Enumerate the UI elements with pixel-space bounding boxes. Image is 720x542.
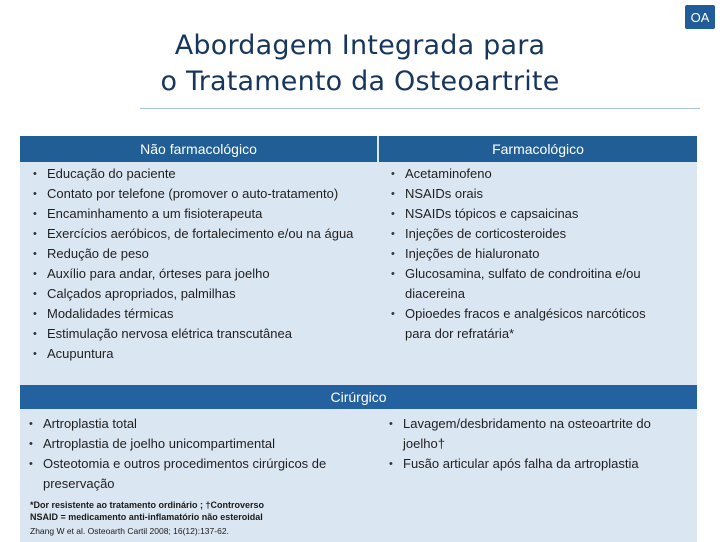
list-item: • Injeções de hialuronato (388, 244, 668, 264)
surgical-right-list (386, 414, 686, 474)
list-item: • Lavagem/desbridamento na osteoartrite do joelho† (386, 414, 686, 454)
slide-title-line-1: Abordagem Integrada para (174, 30, 546, 61)
list-item: • Contato por telefone (promover o auto-tratamento) (30, 184, 360, 204)
pharm-list (388, 164, 668, 344)
list-item: • Injeções de corticosteroides (388, 224, 668, 244)
list-item: • Acupuntura (30, 344, 360, 364)
list-item: • Auxílio para andar, órteses para joelho (30, 264, 360, 284)
list-item: • Calçados apropriados, palmilhas (30, 284, 360, 304)
list-item: • Redução de peso (30, 244, 360, 264)
list-item: • Encaminhamento a um fisioterapeuta (30, 204, 360, 224)
list-item: • Exercícios aeróbicos, de fortalecimento e/ou na água (30, 224, 360, 244)
list-item: • Acetaminofeno (388, 164, 668, 184)
list-item: • Osteotomia e outros procedimentos cirúrgicos de preservação (26, 454, 366, 494)
surgical-header: Cirúrgico (20, 385, 697, 409)
non-pharm-list (30, 164, 360, 364)
list-item: • Artroplastia de joelho unicompartimental (26, 434, 366, 454)
footnote-abbreviation: NSAID = medicamento anti-inflamatório não esteroidal (30, 512, 263, 522)
footnote-citation: Zhang W et al. Osteoarth Cartil 2008; 16(12):137-62. (30, 526, 229, 536)
footnote-symbols: *Dor resistente ao tratamento ordinário ; †Controverso (30, 500, 265, 510)
slide-title-line-2: o Tratamento da Osteoartrite (160, 66, 560, 97)
title-divider (140, 108, 700, 109)
list-item: • Fusão articular após falha da artroplastia (386, 454, 686, 474)
list-item: • Educação do paciente (30, 164, 360, 184)
oa-badge: OA (685, 5, 715, 29)
list-item: • Glucosamina, sulfato de condroitina e/ou diacereina (388, 264, 668, 304)
pharm-header: Farmacológico (379, 136, 697, 162)
non-pharm-header: Não farmacológico (20, 136, 377, 162)
slide-title (0, 28, 720, 100)
list-item: • Opioedes fracos e analgésicos narcóticos para dor refratária* (388, 304, 668, 344)
list-item: • NSAIDs tópicos e capsaicinas (388, 204, 668, 224)
list-item: • Estimulação nervosa elétrica transcutânea (30, 324, 360, 344)
list-item: • Modalidades térmicas (30, 304, 360, 324)
surgical-left-list (26, 414, 366, 494)
list-item: • Artroplastia total (26, 414, 366, 434)
list-item: • NSAIDs orais (388, 184, 668, 204)
